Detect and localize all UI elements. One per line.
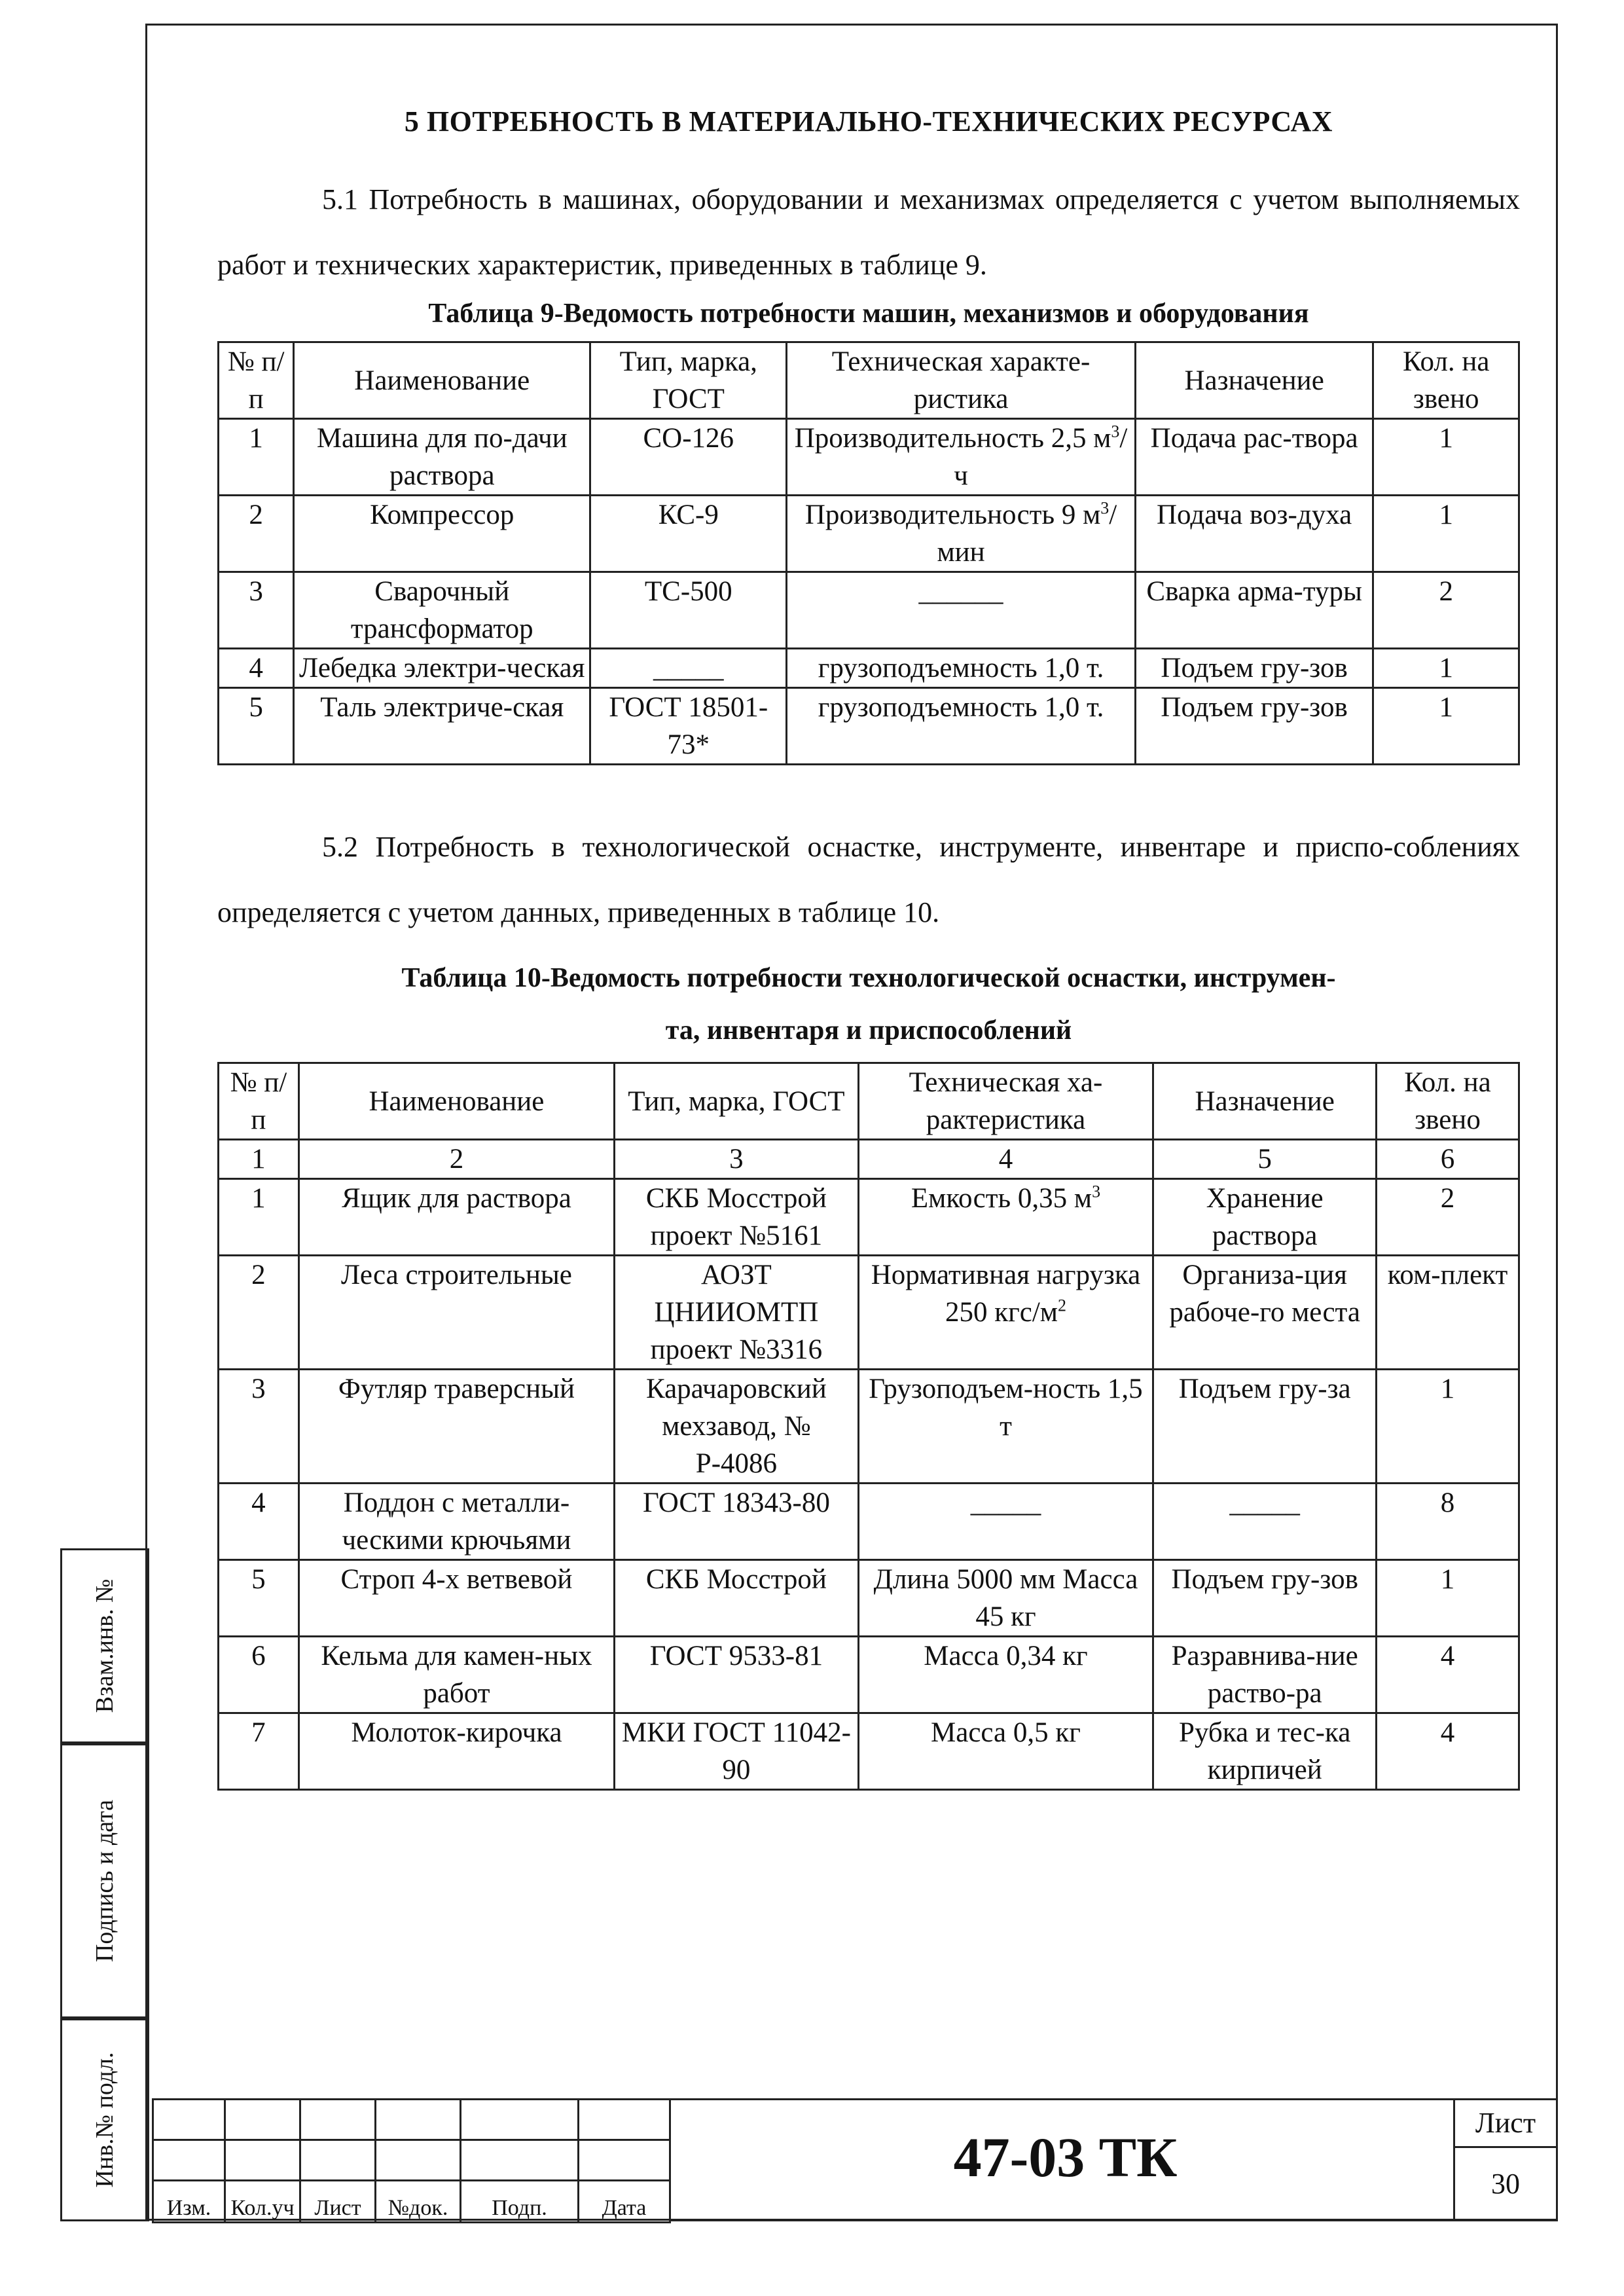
table9-cell: 1 bbox=[1373, 419, 1519, 496]
table9-row bbox=[219, 649, 1519, 688]
table10-column-number: 4 bbox=[858, 1140, 1153, 1179]
table10-cell: Масса 0,34 кг bbox=[858, 1637, 1153, 1713]
side-field-replacement-inv bbox=[60, 1548, 149, 1743]
table10-column-number: 1 bbox=[219, 1140, 299, 1179]
table10-cell: Футляр траверсный bbox=[298, 1370, 614, 1484]
document-body bbox=[217, 105, 1520, 1791]
table-10 bbox=[217, 1062, 1520, 1791]
table10-cell: 1 bbox=[219, 1179, 299, 1256]
table10-caption-line1: Таблица 10-Ведомость потребности технологической оснастки, инструмен- bbox=[401, 963, 1336, 993]
section-title: 5 ПОТРЕБНОСТЬ В МАТЕРИАЛЬНО-ТЕХНИЧЕСКИХ РЕСУРСАХ bbox=[404, 105, 1333, 137]
table9-cell: Компрессор bbox=[294, 496, 590, 572]
table9-cell: Сварочный трансформатор bbox=[294, 572, 590, 649]
table10-cell: 7 bbox=[219, 1713, 299, 1790]
revision-column-label: Изм. bbox=[153, 2181, 225, 2223]
table10-cell: Молоток-кирочка bbox=[298, 1713, 614, 1790]
document-code: 47-03 ТК bbox=[953, 2126, 1178, 2189]
table9-cell: Машина для по-дачи раствора bbox=[294, 419, 590, 496]
table9-cell: 1 bbox=[219, 419, 294, 496]
table9-cell: 4 bbox=[219, 649, 294, 688]
table9-cell: Производительность 2,5 $м^3/ч$ bbox=[787, 419, 1136, 496]
table10-cell: СКБ Мосстрой проект №5161 bbox=[615, 1179, 858, 1256]
table9-cell: грузоподъемность 1,0 т. bbox=[787, 649, 1136, 688]
table-9 bbox=[217, 341, 1520, 765]
side-field-signature-date bbox=[60, 1743, 149, 2018]
table10-header-row bbox=[219, 1063, 1519, 1140]
table10-cell: 3 bbox=[219, 1370, 299, 1484]
table9-cell: Подача воз-духа bbox=[1135, 496, 1373, 572]
sheet-cell bbox=[1453, 2098, 1558, 2221]
table9-cell: Производительность 9 $м^3$/мин bbox=[787, 496, 1136, 572]
table9-cell: Подъем гру-зов bbox=[1135, 649, 1373, 688]
sheet-label: Лист bbox=[1455, 2100, 1556, 2148]
revision-columns-row bbox=[153, 2181, 670, 2223]
table10-cell: 4 bbox=[1377, 1713, 1519, 1790]
table10-cell: 5 bbox=[219, 1560, 299, 1637]
revision-column-label: Дата bbox=[579, 2181, 670, 2223]
table10-column-number: 2 bbox=[298, 1140, 614, 1179]
table10-cell: 2 bbox=[219, 1256, 299, 1370]
side-field-original-inv bbox=[60, 2018, 149, 2221]
table10-cell: Карачаровский мехзавод, № Р-4086 bbox=[615, 1370, 858, 1484]
table10-cell: Поддон с металли-ческими крючьями bbox=[298, 1484, 614, 1560]
table10-row bbox=[219, 1560, 1519, 1637]
table9-header-1: Наименование bbox=[294, 342, 590, 419]
table9-cell: Таль электриче-ская bbox=[294, 688, 590, 765]
table9-cell: грузоподъемность 1,0 т. bbox=[787, 688, 1136, 765]
table9-cell: 2 bbox=[219, 496, 294, 572]
table10-numbering-row bbox=[219, 1140, 1519, 1179]
table10-cell: Грузоподъем-ность 1,5 т bbox=[858, 1370, 1153, 1484]
table10-cell: Организа-ция рабоче-го места bbox=[1153, 1256, 1377, 1370]
table10-cell: 1 bbox=[1377, 1560, 1519, 1637]
table9-cell: _____ bbox=[590, 649, 787, 688]
table9-cell: Сварка арма-туры bbox=[1135, 572, 1373, 649]
table10-cell: Леса строительные bbox=[298, 1256, 614, 1370]
table10-cell: 6 bbox=[219, 1637, 299, 1713]
table10-cell: МКИ ГОСТ 11042-90 bbox=[615, 1713, 858, 1790]
revision-column-label: Лист bbox=[300, 2181, 376, 2223]
table10-row bbox=[219, 1179, 1519, 1256]
table9-row bbox=[219, 572, 1519, 649]
table10-cell: Длина 5000 мм Масса 45 кг bbox=[858, 1560, 1153, 1637]
revision-column-label: Подп. bbox=[461, 2181, 579, 2223]
table10-cell: Разравнива-ние раство-ра bbox=[1153, 1637, 1377, 1713]
table9-header-row bbox=[219, 342, 1519, 419]
table10-cell: Хранение раствора bbox=[1153, 1179, 1377, 1256]
table10-cell: _____ bbox=[1153, 1484, 1377, 1560]
side-label: Взам.инв. № bbox=[91, 1578, 118, 1713]
table9-cell: ______ bbox=[787, 572, 1136, 649]
revision-column-label: №док. bbox=[376, 2181, 461, 2223]
table10-cell: 1 bbox=[1377, 1370, 1519, 1484]
table10-row bbox=[219, 1713, 1519, 1790]
table10-cell: Кельма для камен-ных работ bbox=[298, 1637, 614, 1713]
table9-cell: СО-126 bbox=[590, 419, 787, 496]
table10-cell: 8 bbox=[1377, 1484, 1519, 1560]
table10-column-number: 5 bbox=[1153, 1140, 1377, 1179]
side-label: Инв.№ подл. bbox=[91, 2052, 118, 2188]
table10-header-1: Наименование bbox=[298, 1063, 614, 1140]
table9-caption: Таблица 9-Ведомость потребности машин, механизмов и оборудования bbox=[428, 299, 1309, 329]
table9-header-4: Назначение bbox=[1135, 342, 1373, 419]
table10-row bbox=[219, 1637, 1519, 1713]
sheet-number: 30 bbox=[1491, 2168, 1520, 2200]
table10-cell: ГОСТ 9533-81 bbox=[615, 1637, 858, 1713]
table10-cell: Подъем гру-зов bbox=[1153, 1560, 1377, 1637]
table9-header-2: Тип, марка, ГОСТ bbox=[590, 342, 787, 419]
table9-header-0: № п/п bbox=[219, 342, 294, 419]
table9-cell: 1 bbox=[1373, 688, 1519, 765]
table9-cell: Подача рас-твора bbox=[1135, 419, 1373, 496]
table10-header-4: Назначение bbox=[1153, 1063, 1377, 1140]
table10-row bbox=[219, 1256, 1519, 1370]
table10-column-number: 6 bbox=[1377, 1140, 1519, 1179]
table9-cell: 1 bbox=[1373, 496, 1519, 572]
table9-cell: ГОСТ 18501-73* bbox=[590, 688, 787, 765]
table10-header-2: Тип, марка, ГОСТ bbox=[615, 1063, 858, 1140]
side-label: Подпись и дата bbox=[91, 1799, 118, 1963]
table10-cell: Строп 4-х ветвевой bbox=[298, 1560, 614, 1637]
table10-header-5: Кол. на звено bbox=[1377, 1063, 1519, 1140]
table9-cell: 2 bbox=[1373, 572, 1519, 649]
table10-cell: Масса 0,5 кг bbox=[858, 1713, 1153, 1790]
table10-cell: Подъем гру-за bbox=[1153, 1370, 1377, 1484]
table10-cell: 4 bbox=[1377, 1637, 1519, 1713]
table9-row bbox=[219, 419, 1519, 496]
table10-cell: АОЗТ ЦНИИОМТП проект №3316 bbox=[615, 1256, 858, 1370]
table10-cell: 4 bbox=[219, 1484, 299, 1560]
table10-header-0: № п/п bbox=[219, 1063, 299, 1140]
table10-cell: ком-плект bbox=[1377, 1256, 1519, 1370]
table10-cell: Емкость 0,35 $м^3$ bbox=[858, 1179, 1153, 1256]
table10-header-3: Техническая ха-рактеристика bbox=[858, 1063, 1153, 1140]
table10-row bbox=[219, 1370, 1519, 1484]
table10-cell: Нормативная нагрузка 250 кгс/$м^2$ bbox=[858, 1256, 1153, 1370]
table9-header-5: Кол. на звено bbox=[1373, 342, 1519, 419]
table9-cell: 1 bbox=[1373, 649, 1519, 688]
table9-cell: Подъем гру-зов bbox=[1135, 688, 1373, 765]
table10-cell: Ящик для раствора bbox=[298, 1179, 614, 1256]
table9-cell: ТС-500 bbox=[590, 572, 787, 649]
table9-cell: 3 bbox=[219, 572, 294, 649]
table10-cell: Рубка и тес-ка кирпичей bbox=[1153, 1713, 1377, 1790]
paragraph-5-1: 5.1 Потребность в машинах, оборудовании и механизмах определяется с учетом выполняемых работ и технических характеристик, приведенных в таблице 9. bbox=[217, 183, 1520, 281]
table10-cell: СКБ Мосстрой bbox=[615, 1560, 858, 1637]
table10-cell: _____ bbox=[858, 1484, 1153, 1560]
table10-row bbox=[219, 1484, 1519, 1560]
revision-column-label: Кол.уч bbox=[225, 2181, 300, 2223]
revision-grid bbox=[152, 2098, 671, 2223]
table10-cell: 2 bbox=[1377, 1179, 1519, 1256]
table9-header-3: Техническая характе-ристика bbox=[787, 342, 1136, 419]
table10-caption-line2: та, инвентаря и приспособлений bbox=[665, 1015, 1072, 1046]
table9-cell: 5 bbox=[219, 688, 294, 765]
table10-column-number: 3 bbox=[615, 1140, 858, 1179]
table10-cell: ГОСТ 18343-80 bbox=[615, 1484, 858, 1560]
paragraph-5-2: 5.2 Потребность в технологической оснастке, инструменте, инвентаре и приспо-соблениях определяется с учетом данных, приведенных в таблице 10. bbox=[217, 831, 1520, 928]
table9-row bbox=[219, 496, 1519, 572]
table9-cell: Лебедка электри-ческая bbox=[294, 649, 590, 688]
table9-cell: КС-9 bbox=[590, 496, 787, 572]
table9-row bbox=[219, 688, 1519, 765]
